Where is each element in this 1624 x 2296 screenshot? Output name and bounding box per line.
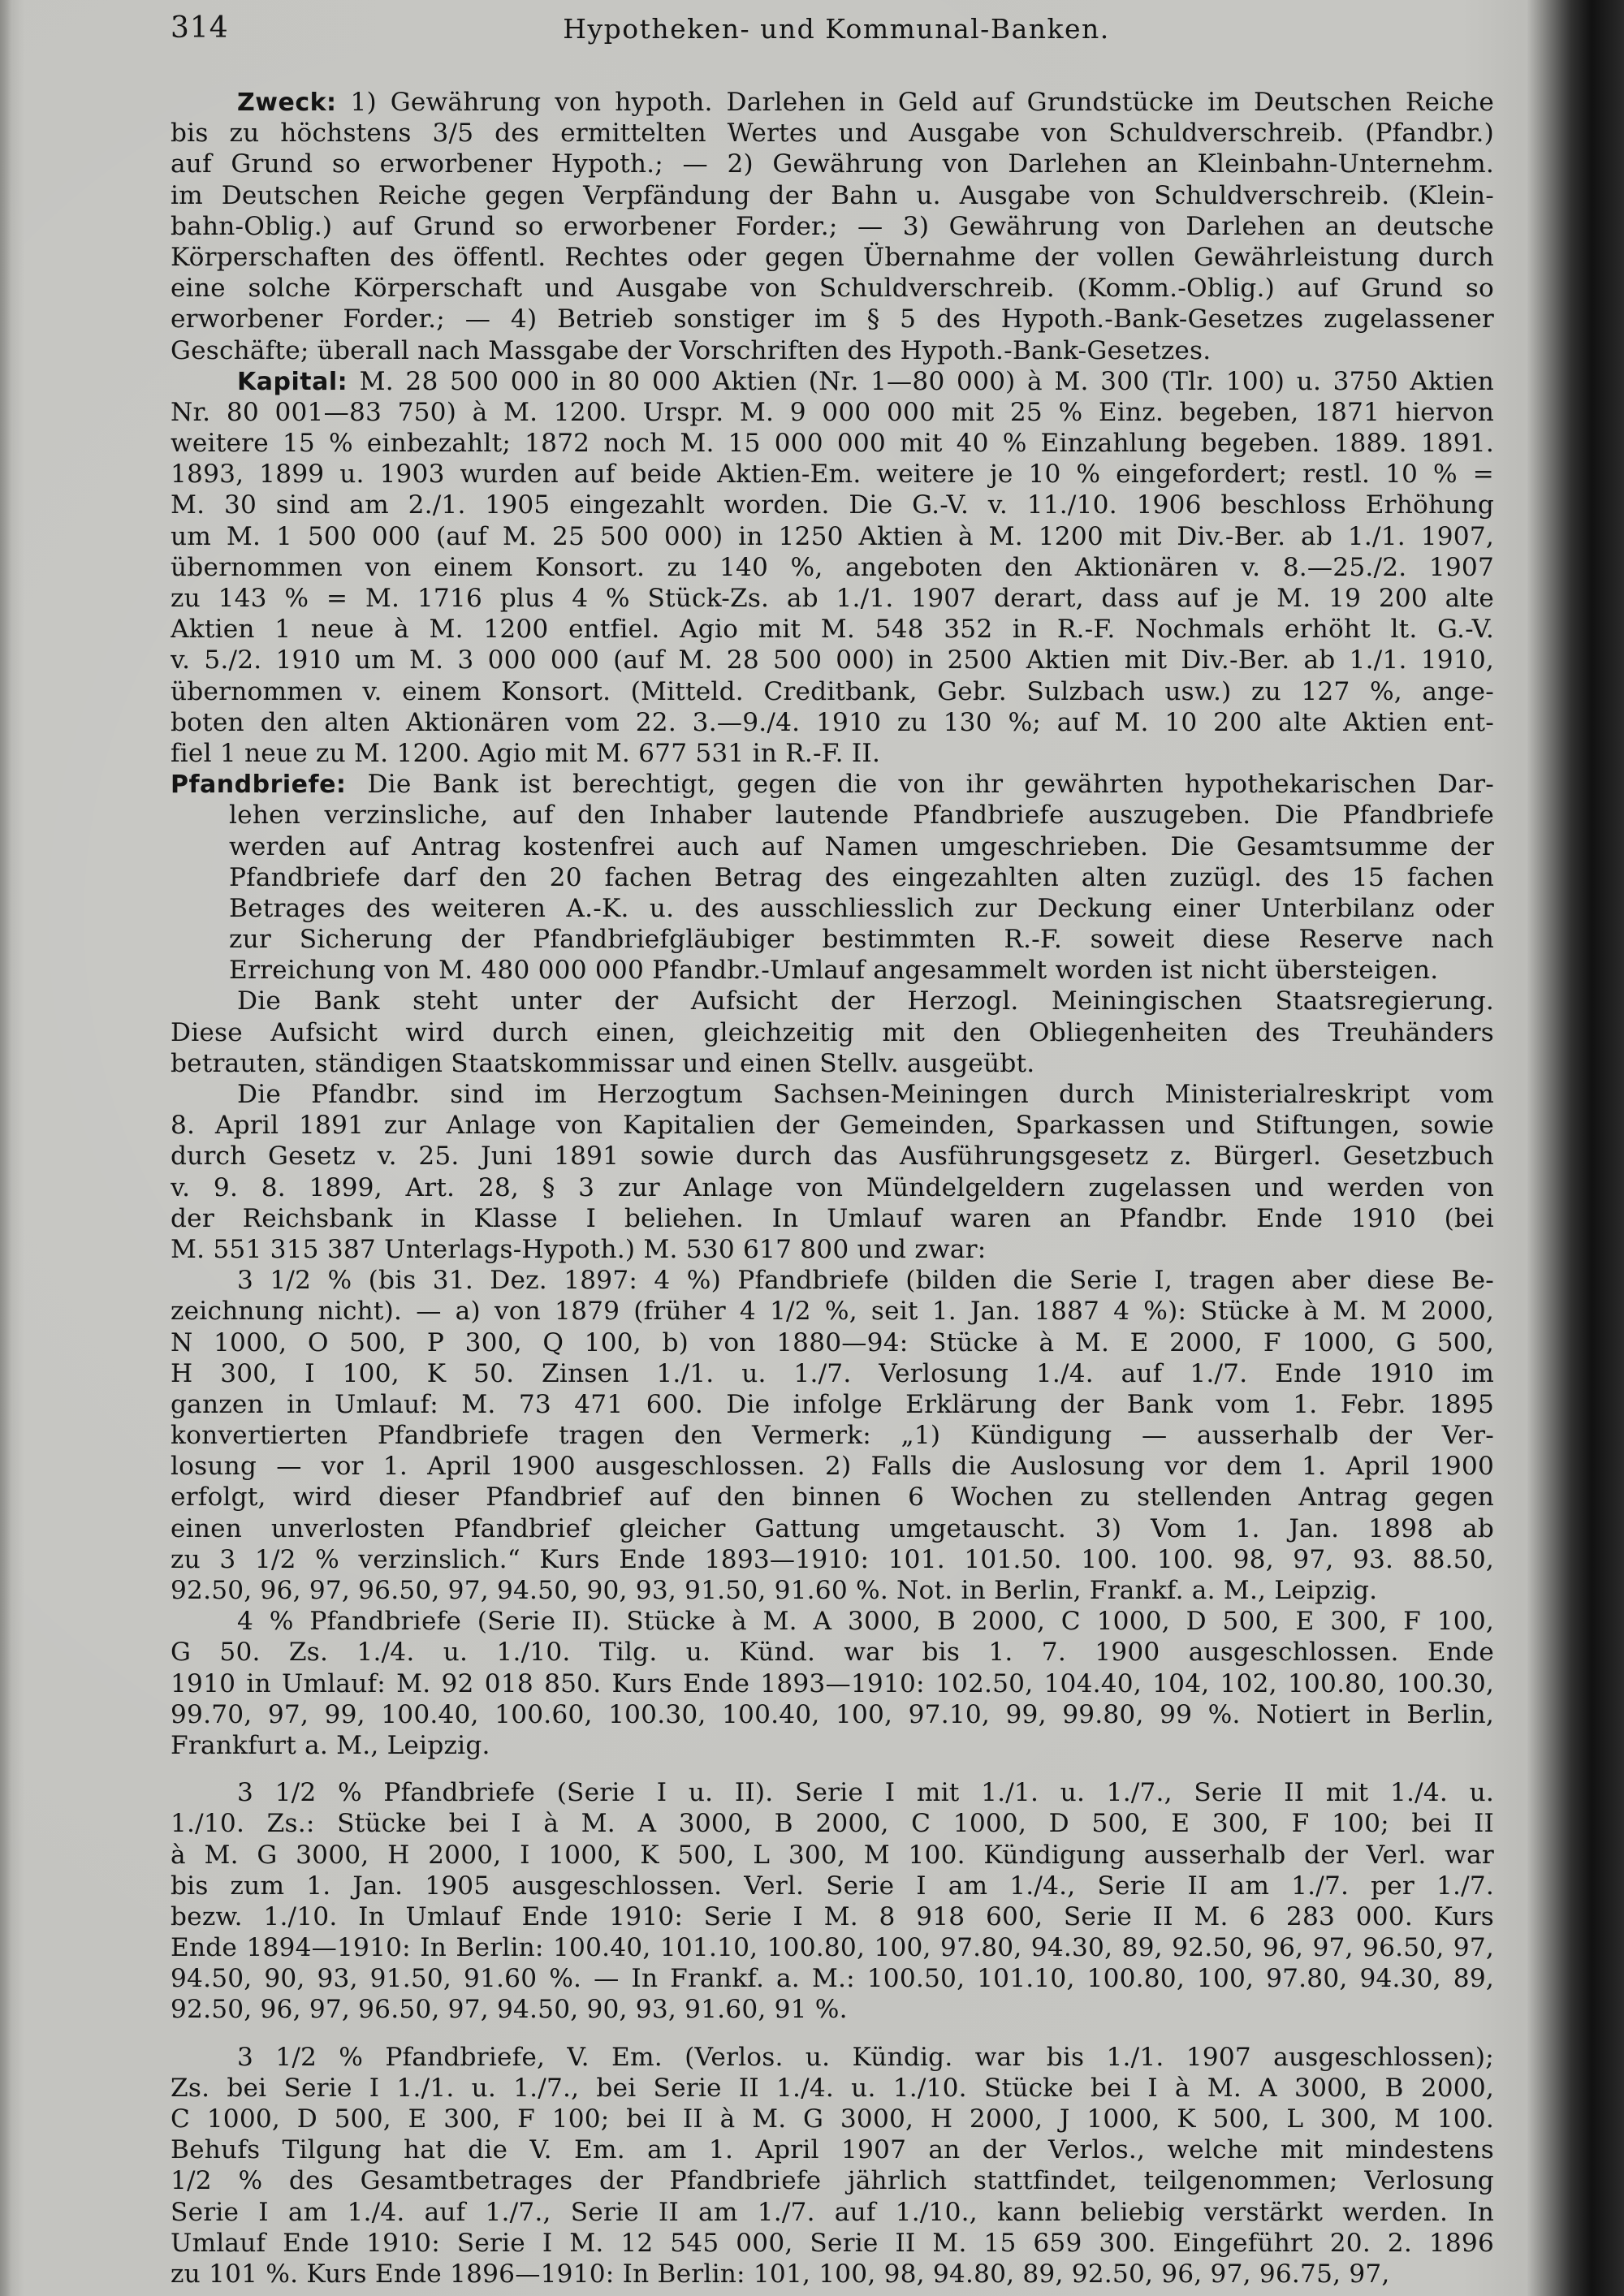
text-line: v. 5./2. 1910 um M. 3 000 000 (auf M. 28 500 000) in 2500 Aktien mit Div.-Ber. ab 1./1. 1910,	[171, 645, 1494, 675]
text-line: zur Sicherung der Pfandbriefgläubiger bestimmten R.-F. soweit diese Reserve nach	[229, 925, 1494, 955]
text-line: 94.50, 90, 93, 91.50, 91.60 %. — In Frankf. a. M.: 100.50, 101.10, 100.80, 100, 97.80, 94.30, 89,	[171, 1964, 1494, 1994]
text-line: fiel 1 neue zu M. 1200. Agio mit M. 677 531 in R.-F. II.	[171, 738, 881, 768]
paragraph-mundel	[171, 1079, 1494, 1265]
text-line: Die Pfandbr. sind im Herzogtum Sachsen-Meiningen durch Ministerialreskript vom	[237, 1080, 1494, 1109]
text-line: M. 551 315 387 Unterlags-Hypoth.) M. 530 617 800 und zwar:	[171, 1234, 987, 1264]
text-line: konvertierten Pfandbriefe tragen den Vermerk: „1) Kündigung — ausserhalb der Ver-	[171, 1421, 1494, 1451]
paragraph-vem	[171, 2042, 1494, 2290]
text-line: bahn-Oblig.) auf Grund so erworbener Forder.; — 3) Gewährung von Darlehen an deutsche	[171, 211, 1494, 241]
binding-shadow	[1527, 0, 1624, 2296]
text-line: durch Gesetz v. 25. Juni 1891 sowie durch das Ausführungsgesetz z. Bürgerl. Gesetzbuch	[171, 1142, 1494, 1172]
paragraph-gap	[171, 2026, 1494, 2042]
text-line: um M. 1 500 000 (auf M. 25 500 000) in 1250 Aktien à M. 1200 mit Div.-Ber. ab 1./1. 1907,	[171, 521, 1494, 551]
page-header	[171, 11, 1502, 52]
text-line: zeichnung nicht). — a) von 1879 (früher 4 1/2 %, seit 1. Jan. 1887 4 %): Stücke à M. M 2000,	[171, 1297, 1494, 1327]
text-line: zu 143 % = M. 1716 plus 4 % Stück-Zs. ab 1./1. 1907 derart, dass auf je M. 19 200 alte	[171, 584, 1494, 613]
text-line: Pfandbriefe: Die Bank ist berechtigt, gegen die von ihr gewährten hypothekarischen Dar-	[171, 770, 1494, 800]
text-line: losung — vor 1. April 1900 ausgeschlossen. 2) Falls die Auslosung vor dem 1. April 1900	[171, 1452, 1494, 1482]
text-line: Pfandbriefe darf den 20 fachen Betrag des eingezahlten alten zuzügl. des 15 fachen	[229, 862, 1494, 892]
text-line: erworbener Forder.; — 4) Betrieb sonstiger im § 5 des Hypoth.-Bank-Gesetzes zugelassener	[171, 304, 1494, 334]
text-line: Behufs Tilgung hat die V. Em. am 1. April 1907 an der Verlos., welche mit mindestens	[171, 2135, 1494, 2165]
text-line: 1./10. Zs.: Stücke bei I à M. A 3000, B 2000, C 1000, D 500, E 300, F 100; bei II	[171, 1809, 1494, 1839]
text-line: werden auf Antrag kostenfrei auch auf Namen umgeschrieben. Die Gesamtsumme der	[229, 831, 1494, 861]
text-line: 1893, 1899 u. 1903 wurden auf beide Aktien-Em. weitere je 10 % eingefordert; restl. 10 % =	[171, 460, 1494, 490]
page-number: 314	[171, 11, 229, 45]
text-line: bezw. 1./10. In Umlauf Ende 1910: Serie I M. 8 918 600, Serie II M. 6 283 000. Kurs	[171, 1901, 1494, 1931]
paragraph-pfandbriefe	[171, 769, 1494, 986]
text-line: Zs. bei Serie I 1./1. u. 1./7., bei Serie II 1./4. u. 1./10. Stücke bei I à M. A 3000, B 2000,	[171, 2073, 1494, 2103]
text-line: einen unverlosten Pfandbrief gleicher Gattung umgetauscht. 3) Vom 1. Jan. 1898 ab	[171, 1513, 1494, 1543]
text-line: 92.50, 96, 97, 96.50, 97, 94.50, 90, 93, 91.60, 91 %.	[171, 1995, 848, 2025]
paragraph-zweck	[171, 87, 1494, 366]
running-title: Hypotheken- und Kommunal-Banken.	[563, 13, 1110, 45]
text-line: bis zum 1. Jan. 1905 ausgeschlossen. Verl. Serie I am 1./4., Serie II am 1./7. per 1./7.	[171, 1871, 1494, 1901]
text-line: Zweck: 1) Gewährung von hypoth. Darlehen in Geld auf Grundstücke im Deutschen Reiche	[237, 88, 1494, 117]
text-line: der Reichsbank in Klasse I beliehen. In Umlauf waren an Pfandbr. Ende 1910 (bei	[171, 1203, 1494, 1233]
text-line: Kapital: M. 28 500 000 in 80 000 Aktien (Nr. 1—80 000) à M. 300 (Tlr. 100) u. 3750 Aktien	[237, 366, 1494, 396]
text-line: übernommen v. einem Konsort. (Mitteld. Creditbank, Gebr. Sulzbach usw.) zu 127 %, ange-	[171, 676, 1494, 706]
text-line: Umlauf Ende 1910: Serie I M. 12 545 000, Serie II M. 15 659 300. Eingeführt 20. 2. 1896	[171, 2228, 1494, 2258]
text-line: betrauten, ständigen Staatskommissar und einen Stellv. ausgeübt.	[171, 1048, 1035, 1078]
text-line: lehen verzinsliche, auf den Inhaber lautende Pfandbriefe auszugeben. Die Pfandbriefe	[229, 801, 1494, 831]
text-line: auf Grund so erworbener Hypoth.; — 2) Gewährung von Darlehen an Kleinbahn-Unternehm.	[171, 149, 1494, 179]
text-line: 8. April 1891 zur Anlage von Kapitalien der Gemeinden, Sparkassen und Stiftungen, sowie	[171, 1111, 1494, 1141]
text-line: G 50. Zs. 1./4. u. 1./10. Tilg. u. Künd. war bis 1. 7. 1900 ausgeschlossen. Ende	[171, 1638, 1494, 1668]
text-line: Geschäfte; überall nach Massgabe der Vorschriften des Hypoth.-Bank-Gesetzes.	[171, 335, 1212, 365]
text-line: übernommen von einem Konsort. zu 140 %, angeboten den Aktionären v. 8.—25./2. 1907	[171, 552, 1494, 582]
paragraph-serie1	[171, 1265, 1494, 1606]
text-line: bis zu höchstens 3/5 des ermittelten Wertes und Ausgabe von Schuldverschreib. (Pfandbr.)	[171, 119, 1494, 149]
paragraph-serie2	[171, 1606, 1494, 1761]
section-keyword: Zweck:	[237, 88, 337, 117]
text-line: im Deutschen Reiche gegen Verpfändung der Bahn u. Ausgabe von Schuldverschreib. (Klein-	[171, 180, 1494, 210]
text-line: 92.50, 96, 97, 96.50, 97, 94.50, 90, 93, 91.50, 91.60 %. Not. in Berlin, Frankf. a. M., Leipzig.	[171, 1576, 1378, 1605]
text-line: 3 1/2 % Pfandbriefe (Serie I u. II). Serie I mit 1./1. u. 1./7., Serie II mit 1./4. u.	[237, 1778, 1494, 1808]
text-line: Erreichung von M. 480 000 000 Pfandbr.-Umlauf angesammelt worden ist nicht übersteigen.	[229, 956, 1439, 986]
paragraph-gap	[171, 1761, 1494, 1777]
text-line: Ende 1894—1910: In Berlin: 100.40, 101.10, 100.80, 100, 97.80, 94.30, 89, 92.50, 96, 97, 96.50, 97,	[171, 1933, 1494, 1963]
text-line: Aktien 1 neue à M. 1200 entfiel. Agio mit M. 548 352 in R.-F. Nochmals erhöht lt. G.-V.	[171, 615, 1494, 645]
text-line: à M. G 3000, H 2000, I 1000, K 500, L 300, M 100. Kündigung ausserhalb der Verl. war	[171, 1840, 1494, 1870]
text-line: Die Bank steht unter der Aufsicht der Herzogl. Meiningischen Staatsregierung.	[237, 986, 1494, 1016]
section-keyword: Kapital:	[237, 367, 348, 396]
text-line: eine solche Körperschaft und Ausgabe von Schuldverschreib. (Komm.-Oblig.) auf Grund so	[171, 274, 1494, 304]
text-line: 3 1/2 % Pfandbriefe, V. Em. (Verlos. u. Kündig. war bis 1./1. 1907 ausgeschlossen);	[237, 2042, 1494, 2072]
text-line: Nr. 80 001—83 750) à M. 1200. Urspr. M. 9 000 000 mit 25 % Einz. begeben, 1871 hiervon	[171, 397, 1494, 427]
text-line: weitere 15 % einbezahlt; 1872 noch M. 15 000 000 mit 40 % Einzahlung begeben. 1889. 1891.	[171, 429, 1494, 459]
text-line: 1910 in Umlauf: M. 92 018 850. Kurs Ende 1893—1910: 102.50, 104.40, 104, 102, 100.80, 100.30,	[171, 1668, 1494, 1698]
page-left-edge	[0, 0, 11, 2296]
text-line: 1/2 % des Gesamtbetrages der Pfandbriefe jährlich stattfindet, teilgenommen; Verlosung	[171, 2166, 1494, 2196]
text-line: Diese Aufsicht wird durch einen, gleichzeitig mit den Obliegenheiten des Treuhänders	[171, 1017, 1494, 1047]
text-line: 4 % Pfandbriefe (Serie II). Stücke à M. A 3000, B 2000, C 1000, D 500, E 300, F 100,	[237, 1607, 1494, 1637]
text-line: Frankfurt a. M., Leipzig.	[171, 1730, 490, 1760]
paragraph-serie12	[171, 1777, 1494, 2026]
paragraph-aufsicht	[171, 986, 1494, 1079]
text-line: N 1000, O 500, P 300, Q 100, b) von 1880—94: Stücke à M. E 2000, F 1000, G 500,	[171, 1327, 1494, 1357]
text-line: 99.70, 97, 99, 100.40, 100.60, 100.30, 100.40, 100, 97.10, 99, 99.80, 99 %. Notiert in Berlin,	[171, 1699, 1494, 1729]
text-line: M. 30 sind am 2./1. 1905 eingezahlt worden. Die G.-V. v. 11./10. 1906 beschloss Erhöhung	[171, 490, 1494, 520]
text-line: Körperschaften des öffentl. Rechtes oder gegen Übernahme der vollen Gewährleistung durch	[171, 242, 1494, 272]
text-line: v. 9. 8. 1899, Art. 28, § 3 zur Anlage von Mündelgeldern zugelassen und werden von	[171, 1172, 1494, 1202]
text-line: 3 1/2 % (bis 31. Dez. 1897: 4 %) Pfandbriefe (bilden die Serie I, tragen aber diese Be-	[237, 1266, 1494, 1296]
text-line: Serie I am 1./4. auf 1./7., Serie II am 1./7. auf 1./10., kann beliebig verstärkt werden. In	[171, 2197, 1494, 2227]
text-line: Betrages des weiteren A.-K. u. des ausschliesslich zur Deckung einer Unterbilanz oder	[229, 893, 1494, 923]
body-text	[171, 87, 1494, 2290]
text-line: H 300, I 100, K 50. Zinsen 1./1. u. 1./7. Verlosung 1./4. auf 1./7. Ende 1910 im	[171, 1358, 1494, 1388]
section-keyword: Pfandbriefe:	[171, 770, 347, 800]
text-line: ganzen in Umlauf: M. 73 471 600. Die infolge Erklärung der Bank vom 1. Febr. 1895	[171, 1389, 1494, 1419]
text-line: zu 3 1/2 % verzinslich.“ Kurs Ende 1893—1910: 101. 101.50. 100. 100. 98, 97, 93. 88.50,	[171, 1544, 1494, 1574]
text-line: erfolgt, wird dieser Pfandbrief auf den binnen 6 Wochen zu stellenden Antrag gegen	[171, 1482, 1494, 1513]
text-line: C 1000, D 500, E 300, F 100; bei II à M. G 3000, H 2000, J 1000, K 500, L 300, M 100.	[171, 2104, 1494, 2134]
text-line: boten den alten Aktionären vom 22. 3.—9./4. 1910 zu 130 %; auf M. 10 200 alte Aktien ent-	[171, 707, 1494, 737]
paragraph-kapital	[171, 366, 1494, 769]
text-line: zu 101 %. Kurs Ende 1896—1910: In Berlin: 101, 100, 98, 94.80, 89, 92.50, 96, 97, 96.75, 97,	[171, 2259, 1390, 2289]
